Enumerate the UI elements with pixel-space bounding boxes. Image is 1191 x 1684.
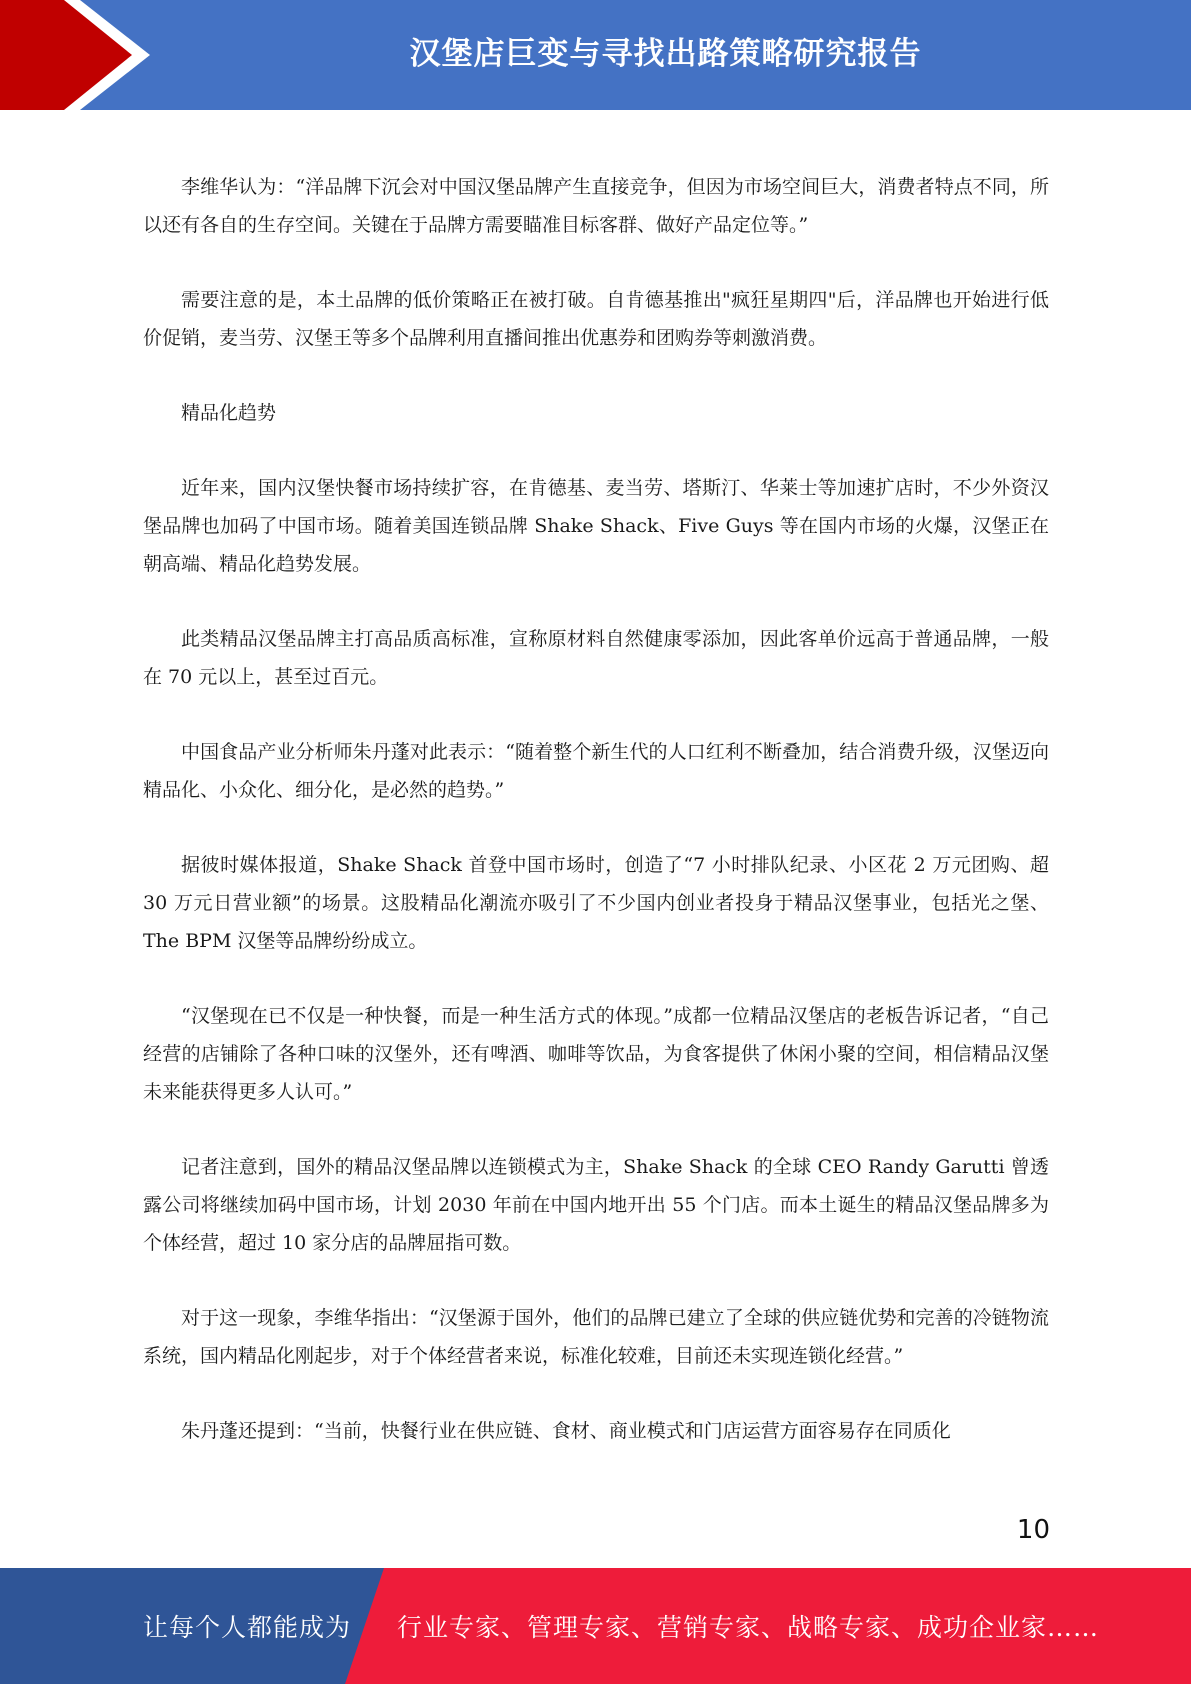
- paragraph: 记者注意到，国外的精品汉堡品牌以连锁模式为主，Shake Shack 的全球 CEO Randy Garutti 曾透露公司将继续加码中国市场，计划 2030 年前在中国内地开出 55 个门店。而本土诞生的精品汉堡品牌多为个体经营，超过 10 家分店的品牌屈指可数。: [143, 1156, 1049, 1254]
- paragraph: 朱丹蓬还提到：“当前，快餐行业在供应链、食材、商业模式和门店运营方面容易存在同质化: [181, 1420, 951, 1442]
- paragraph: 对于这一现象，李维华指出：“汉堡源于国外，他们的品牌已建立了全球的供应链优势和完善的冷链物流系统，国内精品化刚起步，对于个体经营者来说，标准化较难，目前还未实现连锁化经营。”: [143, 1307, 1049, 1367]
- section-heading: 精品化趋势: [181, 402, 277, 424]
- report-title: 汉堡店巨变与寻找出路策略研究报告: [409, 35, 922, 72]
- page-footer: [0, 1568, 1191, 1684]
- paragraph: “汉堡现在已不仅是一种快餐，而是一种生活方式的体现。”成都一位精品汉堡店的老板告诉记者，“自己经营的店铺除了各种口味的汉堡外，还有啤酒、咖啡等饮品，为食客提供了休闲小聚的空间，相信精品汉堡未来能获得更多人认可。”: [143, 1005, 1049, 1103]
- header-arrow-decoration: [0, 0, 160, 110]
- paragraph: 据彼时媒体报道，Shake Shack 首登中国市场时，创造了“7 小时排队纪录、小区花 2 万元团购、超 30 万元日营业额”的场景。这股精品化潮流亦吸引了不少国内创业者投身于精品汉堡事业，包括光之堡、The BPM 汉堡等品牌纷纷成立。: [143, 854, 1049, 952]
- footer-slogan-right: 行业专家、管理专家、营销专家、战略专家、成功企业家……: [397, 1613, 1100, 1642]
- footer-slogan-left: 让每个人都能成为: [143, 1613, 352, 1642]
- article-body: [143, 168, 1049, 1487]
- page-header: [0, 0, 1191, 110]
- page-number: 10: [1016, 1515, 1050, 1545]
- paragraph: 近年来，国内汉堡快餐市场持续扩容，在肯德基、麦当劳、塔斯汀、华莱士等加速扩店时，不少外资汉堡品牌也加码了中国市场。随着美国连锁品牌 Shake Shack、Five Guys 等在国内市场的火爆，汉堡正在朝高端、精品化趋势发展。: [143, 477, 1049, 575]
- paragraph: 需要注意的是，本土品牌的低价策略正在被打破。自肯德基推出"疯狂星期四"后，洋品牌也开始进行低价促销，麦当劳、汉堡王等多个品牌利用直播间推出优惠券和团购券等刺激消费。: [143, 289, 1049, 349]
- paragraph: 中国食品产业分析师朱丹蓬对此表示：“随着整个新生代的人口红利不断叠加，结合消费升级，汉堡迈向精品化、小众化、细分化，是必然的趋势。”: [143, 741, 1049, 801]
- paragraph: 此类精品汉堡品牌主打高品质高标准，宣称原材料自然健康零添加，因此客单价远高于普通品牌，一般在 70 元以上，甚至过百元。: [143, 628, 1049, 688]
- paragraph: 李维华认为：“洋品牌下沉会对中国汉堡品牌产生直接竞争，但因为市场空间巨大，消费者特点不同，所以还有各自的生存空间。关键在于品牌方需要瞄准目标客群、做好产品定位等。”: [143, 176, 1049, 236]
